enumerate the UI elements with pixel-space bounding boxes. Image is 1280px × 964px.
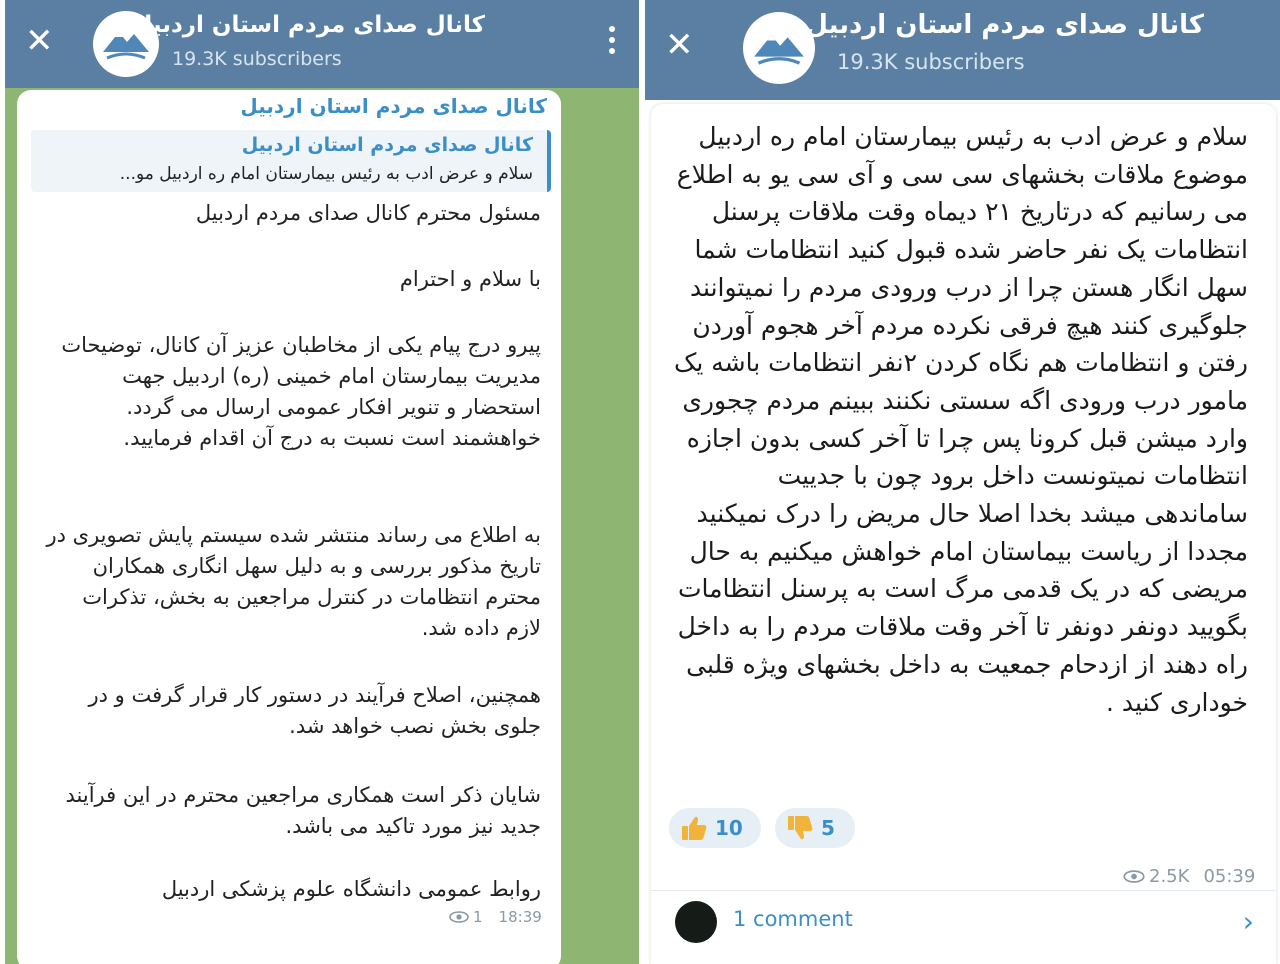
eye-icon: [1123, 870, 1145, 883]
comments-link[interactable]: [651, 890, 1276, 953]
message-paragraph: به اطلاع می رساند منتشر شده سیستم پایش تصویری در تاریخ مذکور بررسی و به دلیل سهل انگاری همکاران محترم انتظامات در کنترل مراجعین به بخش، تذکرات لازم داده شد.: [46, 523, 541, 640]
view-count: 2.5K: [1149, 866, 1190, 887]
message-line: با سلام و احترام: [399, 267, 541, 291]
channel-title: کانال صدای مردم استان اردبیل: [132, 12, 485, 38]
reaction-thumbs-up[interactable]: [669, 808, 761, 848]
channel-header: [5, 0, 639, 88]
message-signature: روابط عمومی دانشگاه علوم پزشکی اردبیل: [161, 877, 541, 901]
channel-header: [645, 0, 1280, 100]
thumbs-down-icon: [785, 813, 815, 843]
reaction-count: 10: [715, 816, 743, 840]
eye-icon: [449, 911, 469, 923]
channel-avatar[interactable]: [743, 12, 815, 84]
subscriber-count: 19.3K subscribers: [172, 48, 342, 70]
reaction-count: 5: [821, 816, 835, 840]
reply-title: کانال صدای مردم استان اردبیل: [241, 134, 533, 156]
channel-title: کانال صدای مردم استان اردبیل: [805, 10, 1204, 40]
mountain-logo-icon: [752, 24, 806, 72]
close-icon[interactable]: ✕: [665, 25, 694, 65]
chevron-right-icon: ›: [1242, 905, 1254, 938]
message-paragraph: پیرو درج پیام یکی از مخاطبان عزیز آن کانال، توضیحات مدیریت بیمارستان امام خمینی (ره) اردبیل جهت استحضار و تنویر افکار عمومی ارسال می گردد. خواهشمند است نسبت به درج آن اقدام فرمایید.: [61, 333, 541, 450]
close-icon[interactable]: ✕: [25, 21, 54, 61]
message-paragraph: همچنین، اصلاح فرآیند در دستور کار قرار گرفت و در جلوی بخش نصب خواهد شد.: [88, 683, 541, 738]
message-time: 05:39: [1203, 866, 1256, 887]
message-text: سلام و عرض ادب به رئیس بیمارستان امام ره اردبیل موضوع ملاقات بخشهای سی سی و آی سی یو به اطلاع می رسانیم که درتاریخ ۲۱ دیماه وقت ملاقات پرسنل انتظامات یک نفر حاضر شده قبول کنید انتظامات شما سهل انگار هستن چرا از درب ورودی مردم را نمیتوانند جلوگیری کنند هیچ فرقی نکرده مردم آخر هجوم آوردن رفتن و انتظامات هم نگاه کردن ۲نفر انتظامات باشه یک مامور درب ورودی اگه سستی نکنند ببینم مردم چجوری وارد میشن قبل کرونا پس چرا تا آخر کسی بدون اجازه انتظامات نمیتونست داخل برود چون با جدییت ساماندهی میشد بخدا اصلا حال مریض را درک نمیکنید مجددا از ریاست بیماستان امام خواهش میکنیم به حال مریضی که در یک قدمی مرگ است به پرسنل انتظامات بگویید دونفر دونفر تا آخر وقت ملاقات مردم را به داخل راه دهند از ازدحام جمعیت به داخل بخشهای ویژه قلبی خوداری کنید .: [673, 122, 1248, 717]
reply-preview[interactable]: [31, 130, 551, 192]
message-bubble: [17, 90, 561, 964]
message-paragraph: شایان ذکر است همکاری مراجعین محترم در این فرآیند جدید نیز مورد تاکید می باشد.: [65, 783, 541, 838]
reply-text: سلام و عرض ادب به رئیس بیمارستان امام ره اردبیل مو...: [119, 164, 533, 184]
comment-count: 1 comment: [733, 907, 853, 931]
message-bubble: [651, 104, 1276, 964]
message-time: 18:39: [498, 908, 542, 926]
thumbs-up-icon: [679, 813, 709, 843]
subscriber-count: 19.3K subscribers: [837, 50, 1025, 74]
message-line: مسئول محترم کانال صدای مردم اردبیل: [195, 201, 541, 225]
forwarded-from[interactable]: کانال صدای مردم استان اردبیل: [240, 94, 547, 118]
left-screenshot: [5, 0, 639, 964]
message-meta: [1123, 866, 1255, 887]
right-screenshot: [645, 0, 1280, 964]
message-meta: [449, 908, 542, 926]
more-menu-icon[interactable]: [609, 26, 617, 54]
view-count: 1: [473, 908, 483, 926]
reaction-thumbs-down[interactable]: [775, 808, 855, 848]
commenter-avatar: [675, 901, 717, 943]
